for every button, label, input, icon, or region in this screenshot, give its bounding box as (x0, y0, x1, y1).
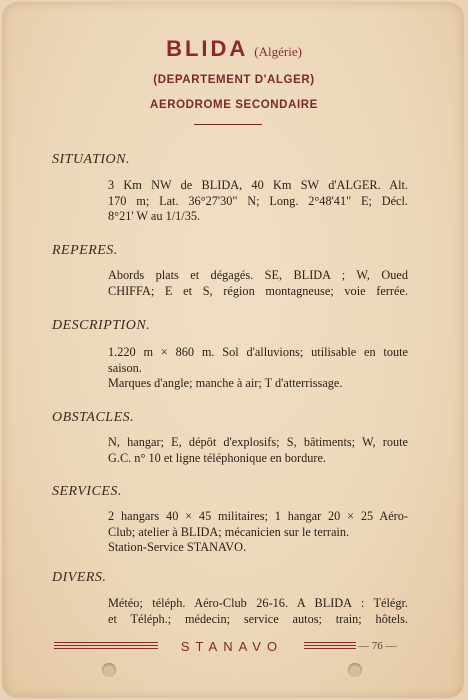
text-line: saison. (108, 360, 142, 375)
text-line: Météo; téléph. Aéro-Club 26-16. A BLIDA : Télégr. (108, 596, 408, 610)
country-label: (Algérie) (254, 44, 302, 59)
page-footer (54, 640, 414, 654)
department-label: (DEPARTEMENT D'ALGER) (153, 74, 315, 86)
section-body-situation (108, 178, 408, 225)
text-line: G.C. n° 10 et ligne téléphonique en bordure. (108, 450, 327, 465)
aerodrome-category: AERODROME SECONDAIRE (150, 99, 318, 111)
section-heading-situation: SITUATION. (52, 152, 130, 167)
section-body-reperes (108, 268, 408, 299)
text-line: 170 m; Lat. 36°27'30" N; Long. 2°48'41" E; Décl. (108, 193, 408, 208)
section-body-divers (108, 596, 408, 627)
text-line: 2 hangars 40 × 45 militaires; 1 hangar 20 × 25 Aéro- (108, 509, 408, 523)
section-body-description (108, 345, 408, 392)
text-line: 1.220 m × 860 m. Sol d'alluvions; utilisable en toute (108, 345, 408, 359)
text-line: et Téléph.; médecin; service autos; train; hôtels. (108, 611, 408, 626)
binder-hole-left (102, 663, 116, 677)
page-title (0, 36, 468, 62)
text-line: 3 Km NW de BLIDA, 40 Km SW d'ALGER. Alt. (108, 178, 408, 192)
text-line: Abords plats et dégagés. SE, BLIDA ; W, Oued (108, 268, 408, 282)
title-divider (194, 124, 262, 125)
text-line: 8°21' W au 1/1/35. (108, 209, 201, 223)
text-line: N, hangar; E, dépôt d'explosifs; S, bâtiments; W, route (108, 435, 408, 449)
footer-rule-right (304, 642, 356, 650)
section-heading-reperes: REPERES. (52, 243, 118, 258)
text-line: Marques d'angle; manche à air; T d'atterrissage. (108, 376, 343, 390)
section-heading-description: DESCRIPTION. (52, 318, 151, 333)
binder-hole-right (348, 663, 362, 677)
aerodrome-name: BLIDA (166, 36, 249, 61)
section-heading-services: SERVICES. (52, 484, 122, 499)
page-number: — 76 — (358, 640, 397, 652)
footer-brand: STANAVO (180, 639, 284, 654)
section-heading-obstacles: OBSTACLES. (52, 410, 135, 425)
section-body-obstacles (108, 435, 408, 466)
text-line: Station-Service STANAVO. (108, 540, 247, 554)
text-line: CHIFFA; E et S, région montagneuse; voie ferrée. (108, 283, 408, 298)
footer-rule-left (54, 642, 158, 650)
text-line: Club; atelier à BLIDA; mécanicien sur le terrain. (108, 524, 350, 539)
section-body-services (108, 509, 408, 556)
section-heading-divers: DIVERS. (52, 570, 107, 585)
